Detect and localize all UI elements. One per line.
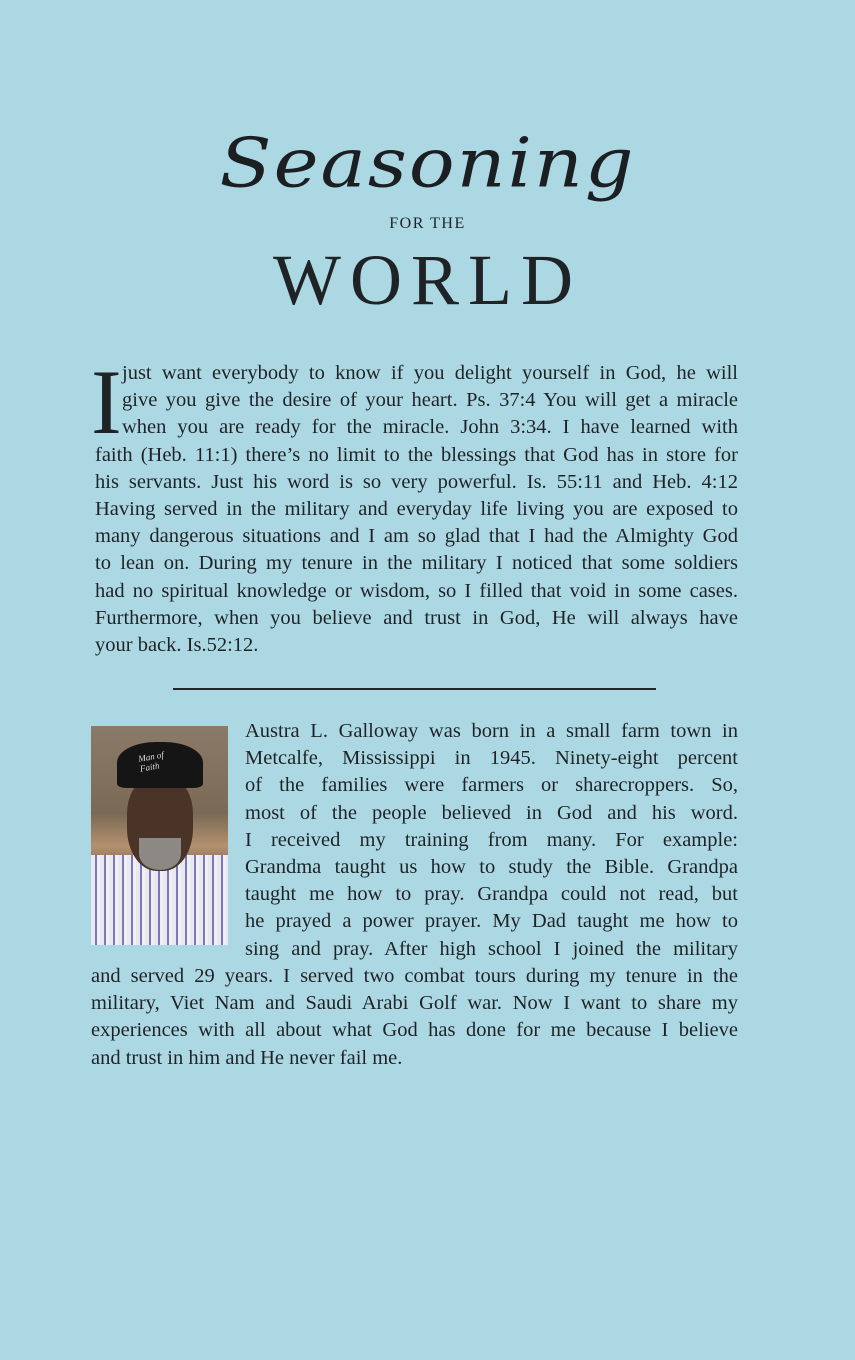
photo-cap-text: Man of Faith [137, 749, 165, 774]
bio-line: taught me how to pray. Grandpa could not read, but [245, 883, 738, 906]
bio-line: sing and pray. After high school I joined the military [245, 937, 738, 960]
divider-rule [173, 688, 656, 690]
bio-line: and trust in him and He never fail me. [91, 1046, 403, 1069]
bio-line: Metcalfe, Mississippi in 1945. Ninety-eight percent [245, 747, 738, 770]
intro-line: Having served in the military and everyday life living you are exposed to [95, 497, 738, 520]
bio-line: and served 29 years. I served two combat tours during my tenure in the [91, 965, 738, 987]
bio-line: I received my training from many. For example: [245, 828, 738, 851]
intro-line: faith (Heb. 11:1) there’s no limit to the blessings that God has in store for [95, 443, 738, 466]
intro-line: give you give the desire of your heart. Ps. 37:4 You will get a miracle [122, 389, 738, 412]
author-photo [91, 726, 228, 945]
author-bio-full-width [91, 963, 738, 1072]
intro-line: his servants. Just his word is so very powerful. Is. 55:11 and Heb. 4:12 [95, 470, 738, 493]
title-connector: FOR THE [389, 215, 466, 232]
author-bio-beside-photo [245, 718, 738, 963]
bio-line: Austra L. Galloway was born in a small farm town in [245, 720, 738, 742]
bio-line: most of the people believed in God and his word. [245, 801, 738, 824]
photo-beard [139, 838, 181, 870]
bio-line: of the families were farmers or sharecroppers. So, [245, 774, 738, 797]
bio-line: military, Viet Nam and Saudi Arabi Golf war. Now I want to share my [91, 992, 738, 1015]
bio-line: he prayed a power prayer. My Dad taught me how to [245, 910, 738, 933]
intro-line: your back. Is.52:12. [95, 633, 259, 656]
intro-line: just want everybody to know if you delight yourself in God, he will [122, 362, 738, 384]
intro-line: many dangerous situations and I am so glad that I had the Almighty God [95, 525, 738, 548]
bio-line: Grandma taught us how to study the Bible. Grandpa [245, 855, 738, 878]
drop-cap: I [91, 351, 122, 453]
intro-line: when you are ready for the miracle. John 3:34. I have learned with [122, 416, 738, 439]
intro-line: to lean on. During my tenure in the military I noticed that some soldiers [95, 552, 738, 575]
title-script-seasoning: Seasoning [219, 122, 636, 203]
title-main-world: WORLD [273, 240, 582, 320]
intro-line: Furthermore, when you believe and trust in God, He will always have [95, 606, 738, 629]
intro-line: had no spiritual knowledge or wisdom, so I filled that void in some cases. [95, 579, 738, 602]
intro-paragraph [91, 351, 738, 659]
bio-line: experiences with all about what God has done for me because I believe [91, 1019, 738, 1042]
